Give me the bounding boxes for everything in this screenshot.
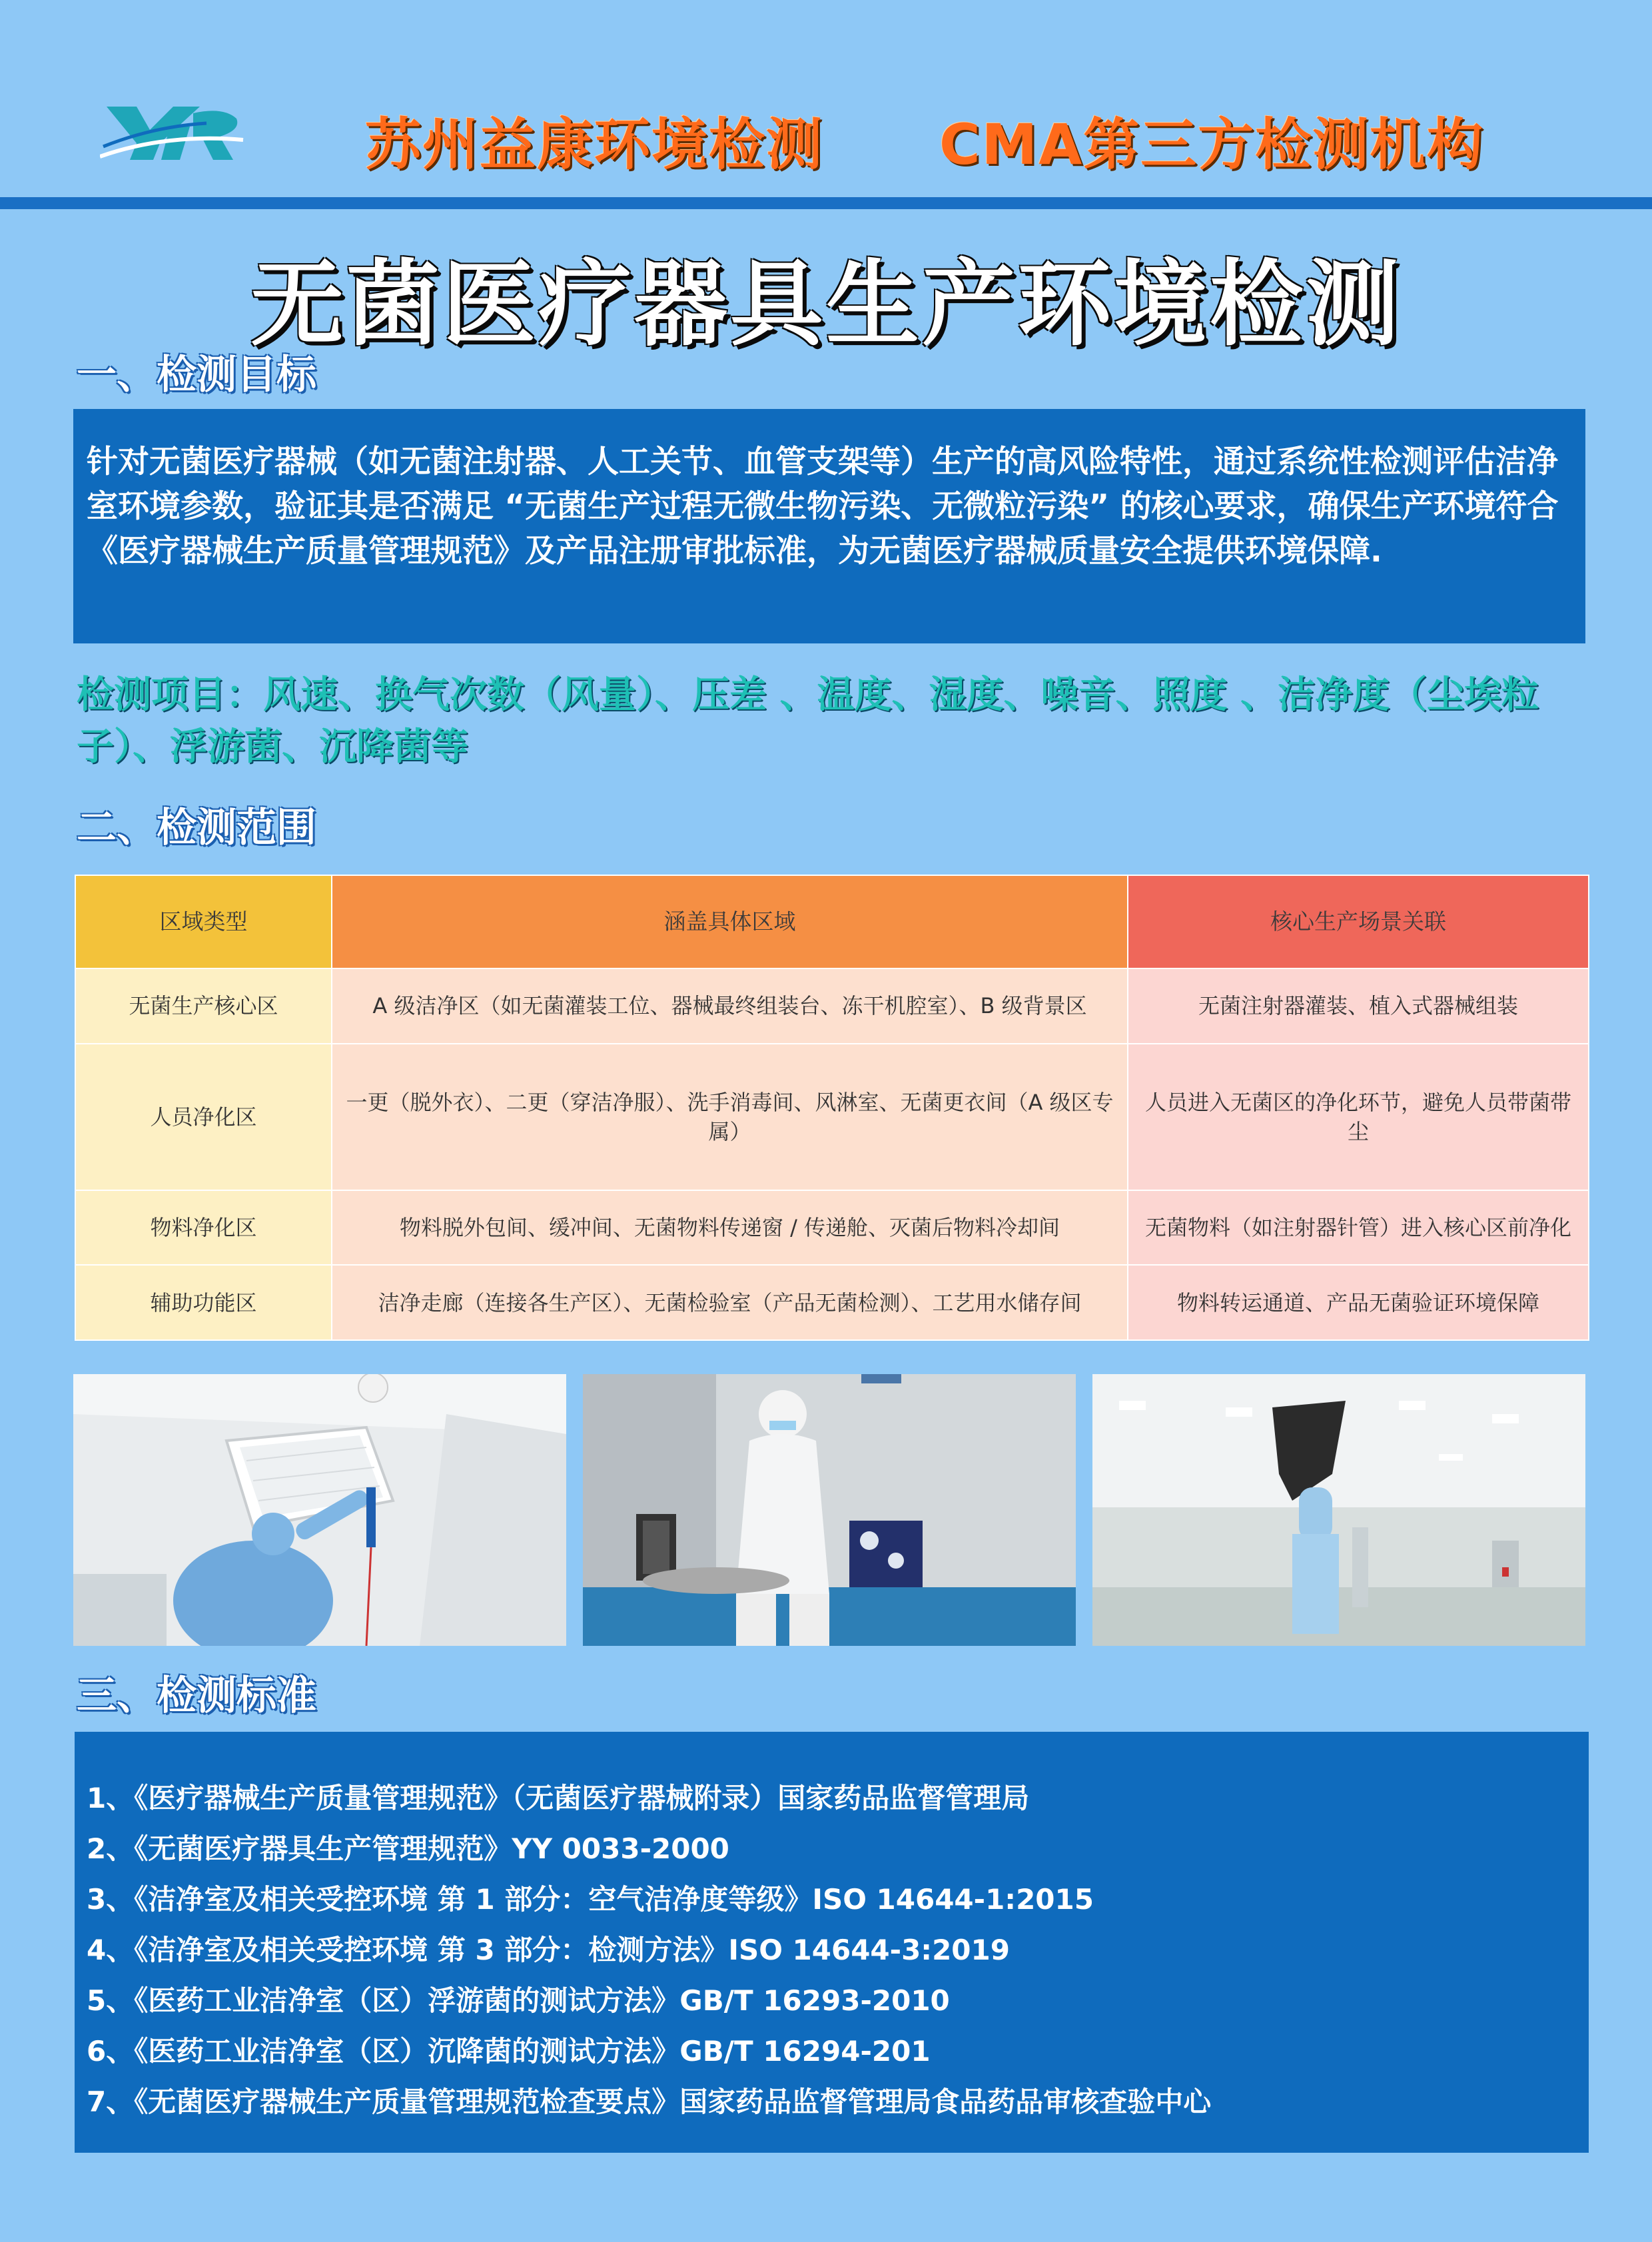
photo-clean-room-sampling [583, 1374, 1076, 1646]
air-volume-photo-icon [1092, 1374, 1585, 1646]
column-header: 涵盖具体区域 [332, 875, 1128, 968]
sampling-photo-icon [583, 1374, 1076, 1646]
table-cell: 辅助功能区 [75, 1265, 332, 1340]
table-cell: 洁净走廊（连接各生产区）、无菌检验室（产品无菌检测）、工艺用水储存间 [332, 1265, 1128, 1340]
logo [100, 93, 246, 167]
page-title: 无菌医疗器具生产环境检测 [250, 250, 1402, 359]
header-divider [0, 197, 1652, 209]
table-cell: 物料脱外包间、缓冲间、无菌物料传递窗 / 传递舱、灭菌后物料冷却间 [332, 1190, 1128, 1266]
table-cell: A 级洁净区（如无菌灌装工位、器械最终组装台、冻干机腔室）、B 级背景区 [332, 968, 1128, 1044]
section-title-scope: 二、检测范围 [77, 805, 316, 851]
list-item: 5、《医药工业洁净室（区）浮游菌的测试方法》GB/T 16293-2010 [87, 1984, 950, 2017]
photo-air-volume-test [1092, 1374, 1585, 1646]
table-cell: 一更（脱外衣）、二更（穿洁净服）、洗手消毒间、风淋室、无菌更衣间（A 级区专属） [332, 1044, 1128, 1190]
table-cell: 人员净化区 [75, 1044, 332, 1190]
list-item: 1、《医疗器械生产质量管理规范》（无菌医疗器械附录）国家药品监督管理局 [87, 1782, 1030, 1814]
goal-box [73, 409, 1585, 643]
table-header-row [75, 875, 1589, 968]
table-cell: 物料净化区 [75, 1190, 332, 1266]
test-items: 检测项目：风速、换气次数（风量）、压差 、温度、湿度、噪音、照度 、洁净度（尘埃粒子）、浮游菌、沉降菌等 [77, 673, 1539, 769]
section-title-goal: 一、检测目标 [77, 352, 316, 398]
table-row [75, 1265, 1589, 1340]
section-title-standards: 三、检测标准 [77, 1673, 316, 1719]
table-cell: 无菌生产核心区 [75, 968, 332, 1044]
scope-table [75, 875, 1589, 1341]
standards-box [75, 1732, 1589, 2153]
table-cell: 无菌物料（如注射器针管）进入核心区前净化 [1128, 1190, 1589, 1266]
column-header: 区域类型 [75, 875, 332, 968]
company-name: 苏州益康环境检测 [365, 112, 824, 177]
list-item: 2、《无菌医疗器具生产管理规范》YY 0033-2000 [87, 1832, 729, 1865]
table-row [75, 1190, 1589, 1266]
company-tag: CMA第三方检测机构 [939, 112, 1485, 177]
table-cell: 无菌注射器灌装、植入式器械组装 [1128, 968, 1589, 1044]
table-cell: 人员进入无菌区的净化环节，避免人员带菌带尘 [1128, 1044, 1589, 1190]
list-item: 4、《洁净室及相关受控环境 第 3 部分：检测方法》ISO 14644-3:2019 [87, 1934, 1010, 1966]
table-row [75, 968, 1589, 1044]
table-cell: 物料转运通道、产品无菌验证环境保障 [1128, 1265, 1589, 1340]
table-row [75, 1044, 1589, 1190]
column-header: 核心生产场景关联 [1128, 875, 1589, 968]
list-item: 3、《洁净室及相关受控环境 第 1 部分：空气洁净度等级》ISO 14644-1:2015 [87, 1883, 1094, 1916]
yk-logo-icon [100, 93, 246, 167]
list-item: 7、《无菌医疗器械生产质量管理规范检查要点》国家药品监督管理局食品药品审核查验中心 [87, 2085, 1212, 2118]
goal-text: 针对无菌医疗器械（如无菌注射器、人工关节、血管支架等）生产的高风险特性，通过系统性检测评估洁净室环境参数，验证其是否满足 “无菌生产过程无微生物污染、无微粒污染” 的核心要求，确保生产环境符合《医疗器械生产质量管理规范》及产品注册审批标准，为无菌医疗器械质量安全提供环境保障. [87, 444, 1559, 569]
list-item: 6、《医药工业洁净室（区）沉降菌的测试方法》GB/T 16294-201 [87, 2035, 931, 2067]
ceiling-filter-photo-icon [73, 1374, 566, 1646]
photo-ceiling-filter-test [73, 1374, 566, 1646]
